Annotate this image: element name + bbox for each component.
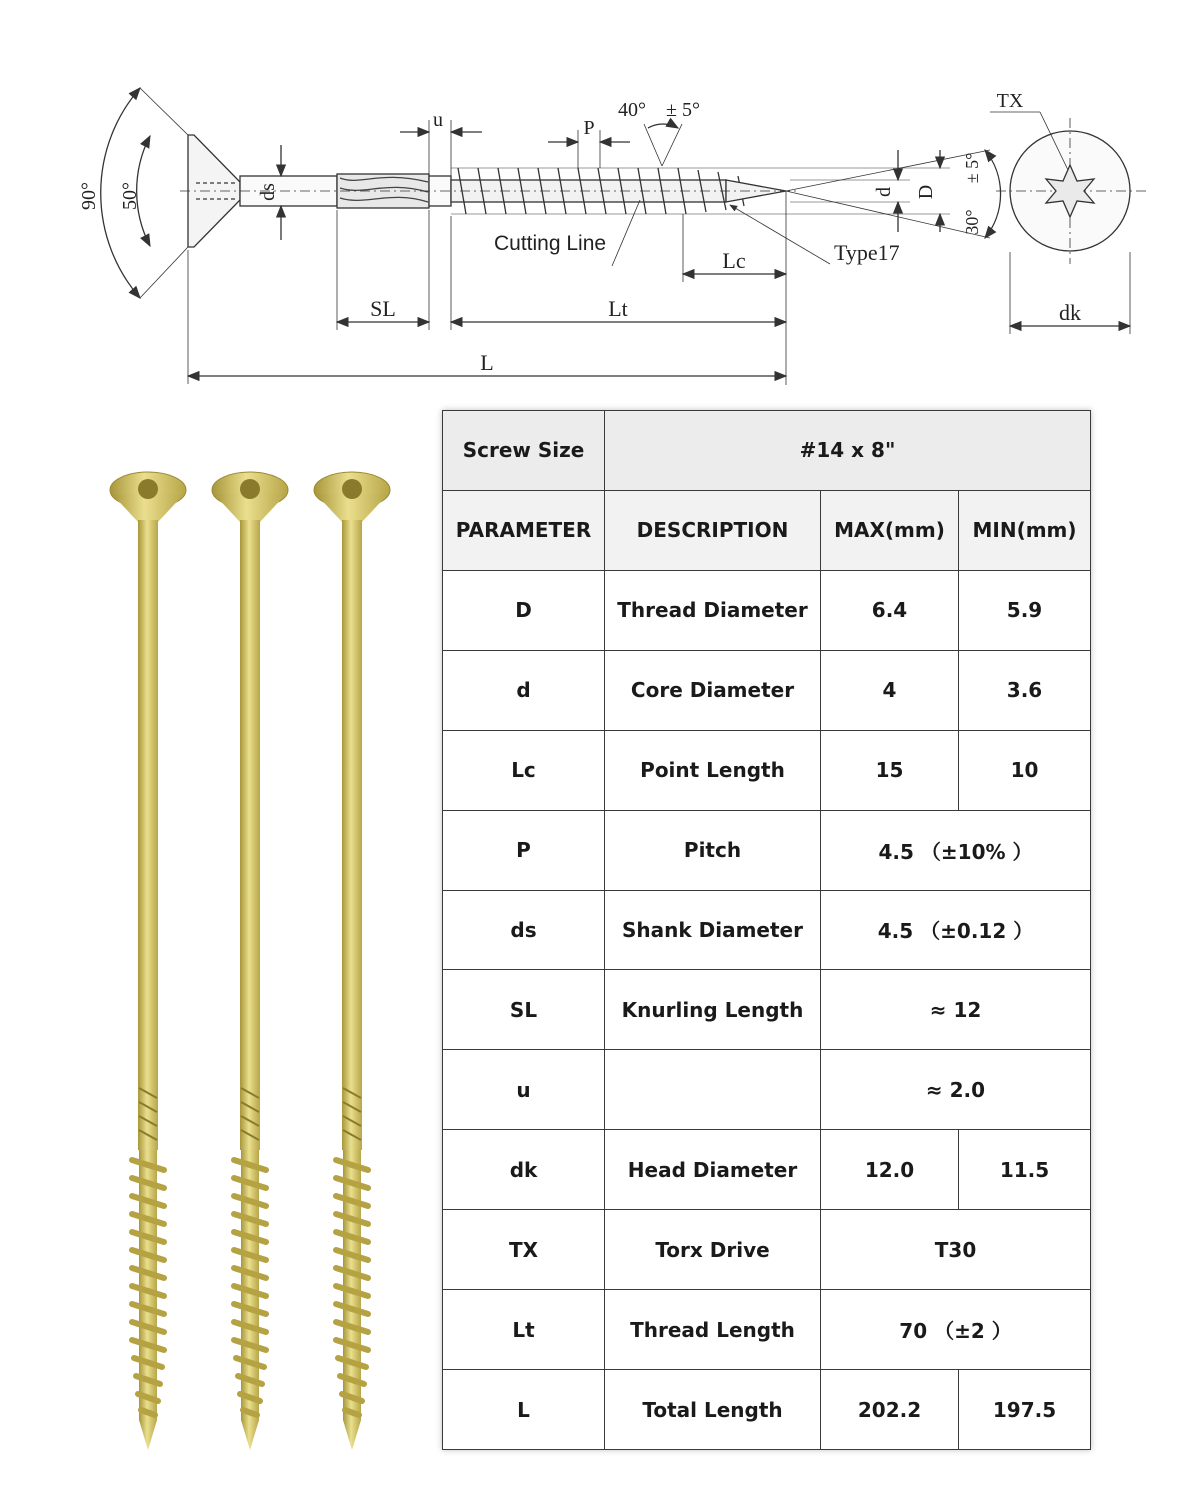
cell-max: 12.0 [821, 1130, 959, 1210]
table-row [443, 970, 1091, 1050]
table-row [443, 1210, 1091, 1290]
label-pitch: P [583, 117, 595, 139]
cell-value: 4.5 （±10% ） [821, 810, 1091, 890]
label-dk: dk [1059, 300, 1081, 325]
cell-description: Head Diameter [605, 1130, 821, 1210]
label-lc: Lc [722, 248, 746, 273]
cell-value: ≈ 2.0 [821, 1050, 1091, 1130]
label-d: d [873, 187, 895, 197]
table-row [443, 1130, 1091, 1210]
label-cutting-line: Cutting Line [494, 232, 607, 255]
cell-max: 6.4 [821, 570, 959, 650]
screw-product-image [80, 460, 420, 1460]
cell-max: 4 [821, 650, 959, 730]
cell-description [605, 1050, 821, 1130]
cell-parameter: d [443, 650, 605, 730]
cell-parameter: TX [443, 1210, 605, 1290]
cell-value: T30 [821, 1210, 1091, 1290]
cell-description: Torx Drive [605, 1210, 821, 1290]
screw-size-value: #14 x 8" [605, 411, 1091, 491]
cell-value: 4.5 （±0.12 ） [821, 890, 1091, 970]
label-thread-angle-tol: ± 5° [666, 99, 700, 121]
cell-description: Knurling Length [605, 970, 821, 1050]
cell-description: Point Length [605, 730, 821, 810]
label-ds: ds [257, 183, 279, 201]
cell-min: 11.5 [959, 1130, 1091, 1210]
cell-parameter: D [443, 570, 605, 650]
table-row [443, 730, 1091, 810]
cell-parameter: Lc [443, 730, 605, 810]
table-row [443, 1370, 1091, 1450]
label-tx: TX [996, 90, 1024, 112]
label-angle-head: 90° [78, 182, 100, 210]
label-point-angle-tol: ± 5° [962, 152, 982, 184]
table-row [443, 570, 1091, 650]
cell-parameter: dk [443, 1130, 605, 1210]
cell-parameter: SL [443, 970, 605, 1050]
cell-value: ≈ 12 [821, 970, 1091, 1050]
label-D: D [915, 184, 937, 200]
cell-parameter: ds [443, 890, 605, 970]
cell-description: Total Length [605, 1370, 821, 1450]
label-sl: SL [370, 296, 396, 321]
table-row [443, 650, 1091, 730]
label-angle-countersink: 50° [119, 182, 141, 210]
cell-min: 10 [959, 730, 1091, 810]
cell-parameter: P [443, 810, 605, 890]
label-point-angle: 30° [962, 209, 982, 235]
screw-image-2 [212, 472, 288, 1450]
header-parameter: PARAMETER [443, 490, 605, 570]
cell-parameter: L [443, 1370, 605, 1450]
cell-max: 15 [821, 730, 959, 810]
screw-size-row [443, 411, 1091, 491]
label-lt: Lt [608, 296, 628, 321]
label-type17: Type17 [834, 240, 900, 265]
screw-image-3 [314, 472, 390, 1450]
cell-parameter: Lt [443, 1290, 605, 1370]
cell-description: Thread Diameter [605, 570, 821, 650]
cell-description: Core Diameter [605, 650, 821, 730]
cell-max: 202.2 [821, 1370, 959, 1450]
screw-size-label: Screw Size [443, 411, 605, 491]
header-max: MAX(mm) [821, 490, 959, 570]
label-l: L [480, 350, 494, 375]
cell-min: 3.6 [959, 650, 1091, 730]
cell-description: Pitch [605, 810, 821, 890]
table-row [443, 1290, 1091, 1370]
cell-description: Shank Diameter [605, 890, 821, 970]
cell-description: Thread Length [605, 1290, 821, 1370]
cell-min: 5.9 [959, 570, 1091, 650]
spec-table [442, 410, 1091, 1450]
cell-parameter: u [443, 1050, 605, 1130]
label-u: u [433, 109, 443, 131]
screw-image-1 [110, 472, 186, 1450]
table-row [443, 810, 1091, 890]
table-row [443, 1050, 1091, 1130]
cell-min: 197.5 [959, 1370, 1091, 1450]
table-header-row [443, 490, 1091, 570]
technical-drawing [0, 0, 1200, 400]
table-row [443, 890, 1091, 970]
label-thread-angle: 40° [618, 99, 646, 121]
header-description: DESCRIPTION [605, 490, 821, 570]
header-min: MIN(mm) [959, 490, 1091, 570]
cell-value: 70 （±2 ） [821, 1290, 1091, 1370]
